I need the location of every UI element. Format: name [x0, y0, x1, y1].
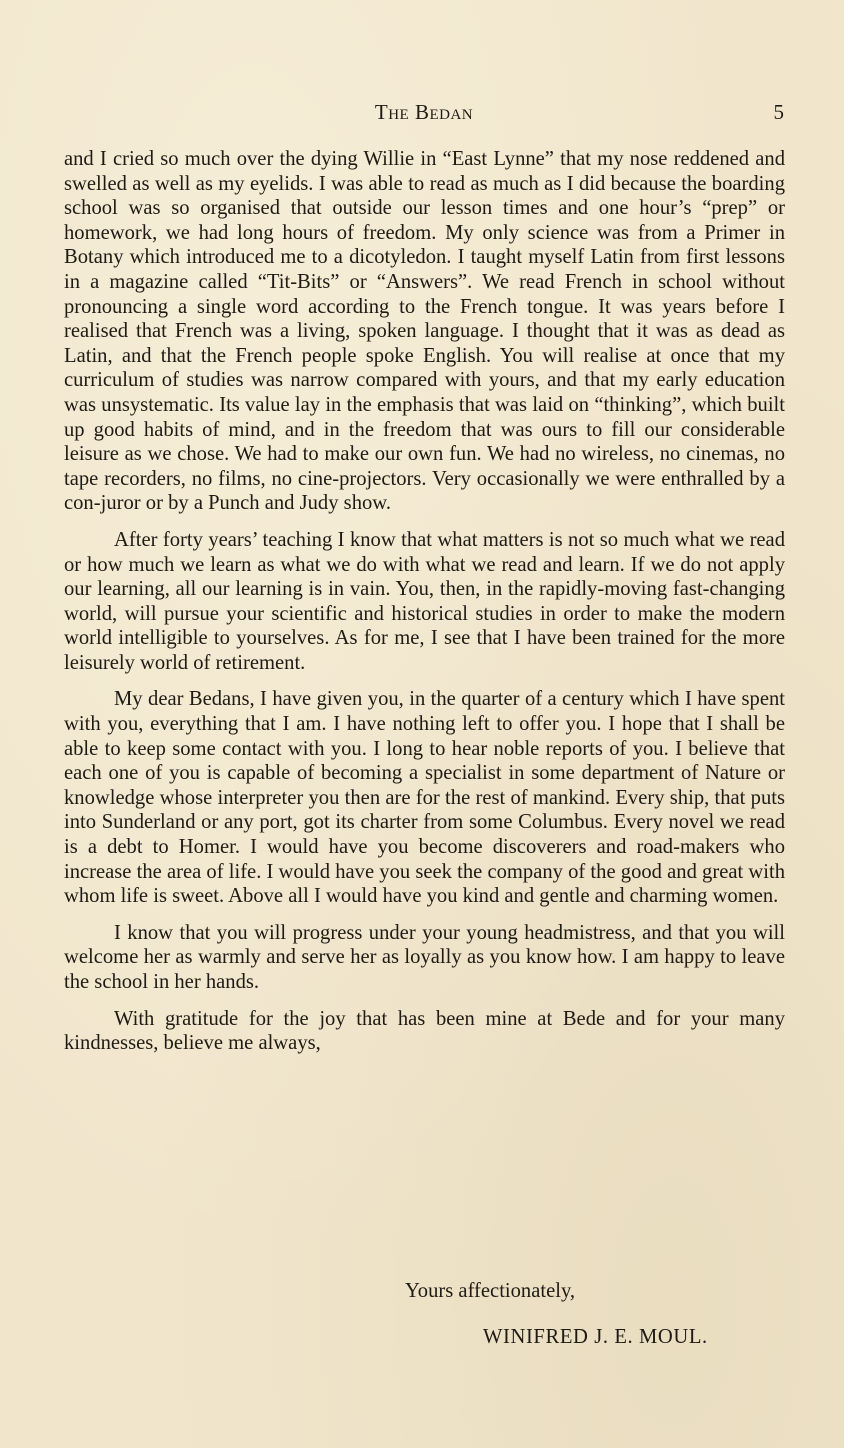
body-text — [64, 147, 785, 1068]
paragraph-headmistress: I know that you will progress under your young headmistress, and that you will welcome her as warmly and serve her as loyally as you know how. I am happy to leave the school in her hands. — [64, 921, 785, 993]
paragraph-gratitude: With gratitude for the joy that has been mine at Bede and for your many kindnesses, believe me always, — [64, 1007, 785, 1055]
page-number: 5 — [773, 100, 784, 124]
running-title: The Bedan — [374, 100, 474, 124]
valediction-text: Yours affectionately, — [405, 1280, 576, 1302]
signature-text: WINIFRED J. E. MOUL. — [483, 1326, 708, 1348]
paragraph-teaching: After forty years’ teaching I know that what matters is not so much what we read or how much we learn as what we do with what we read and learn. If we do not apply our learning, all our learning is in vain. You, then, in the rapidly-moving fast-changing world, will pursue your scientific and historical studies in order to make the modern world intelligible to yourselves. As for me, I see that I have been trained for the more leisurely world of retirement. — [64, 528, 785, 674]
paragraph-continued: and I cried so much over the dying Willie in “East Lynne” that my nose reddened and swelled as well as my eyelids. I was able to read as much as I did because the boarding school was so organised that outside our lesson times and one hour’s “prep” or homework, we had long hours of freedom. My only science was from a Primer in Botany which introduced me to a dicotyledon. I taught myself Latin from first lessons in a magazine called “Tit-Bits” or “Answers”. We read French in school without pronouncing a single word according to the French tongue. It was years before I realised that French was a living, spoken language. I thought that it was as dead as Latin, and that the French people spoke English. You will realise at once that my curriculum of studies was narrow compared with yours, and that my early education was unsystematic. Its value lay in the emphasis that was laid on “thinking”, which built up good habits of mind, and in the freedom that was ours to fill our considerable leisure as we chose. We had to make our own fun. We had no wireless, no cinemas, no tape recorders, no films, no cine-projectors. Very occasionally we were enthralled by a con-juror or by a Punch and Judy show. — [64, 148, 785, 515]
paragraph-dear-bedans: My dear Bedans, I have given you, in the quarter of a century which I have spent with you, everything that I am. I have nothing left to offer you. I hope that I shall be able to keep some contact with you. I long to hear noble reports of you. I believe that each one of you is capable of becoming a specialist in some department of Nature or knowledge whose interpreter you then are for the rest of mankind. Every ship, that puts into Sunderland or any port, got its charter from some Columbus. Every novel we read is a debt to Homer. I would have you become discoverers and road-makers who increase the area of life. I would have you seek the company of the good and great with whom life is sweet. Above all I would have you kind and gentle and charming women. — [64, 688, 785, 908]
running-head — [64, 100, 784, 126]
